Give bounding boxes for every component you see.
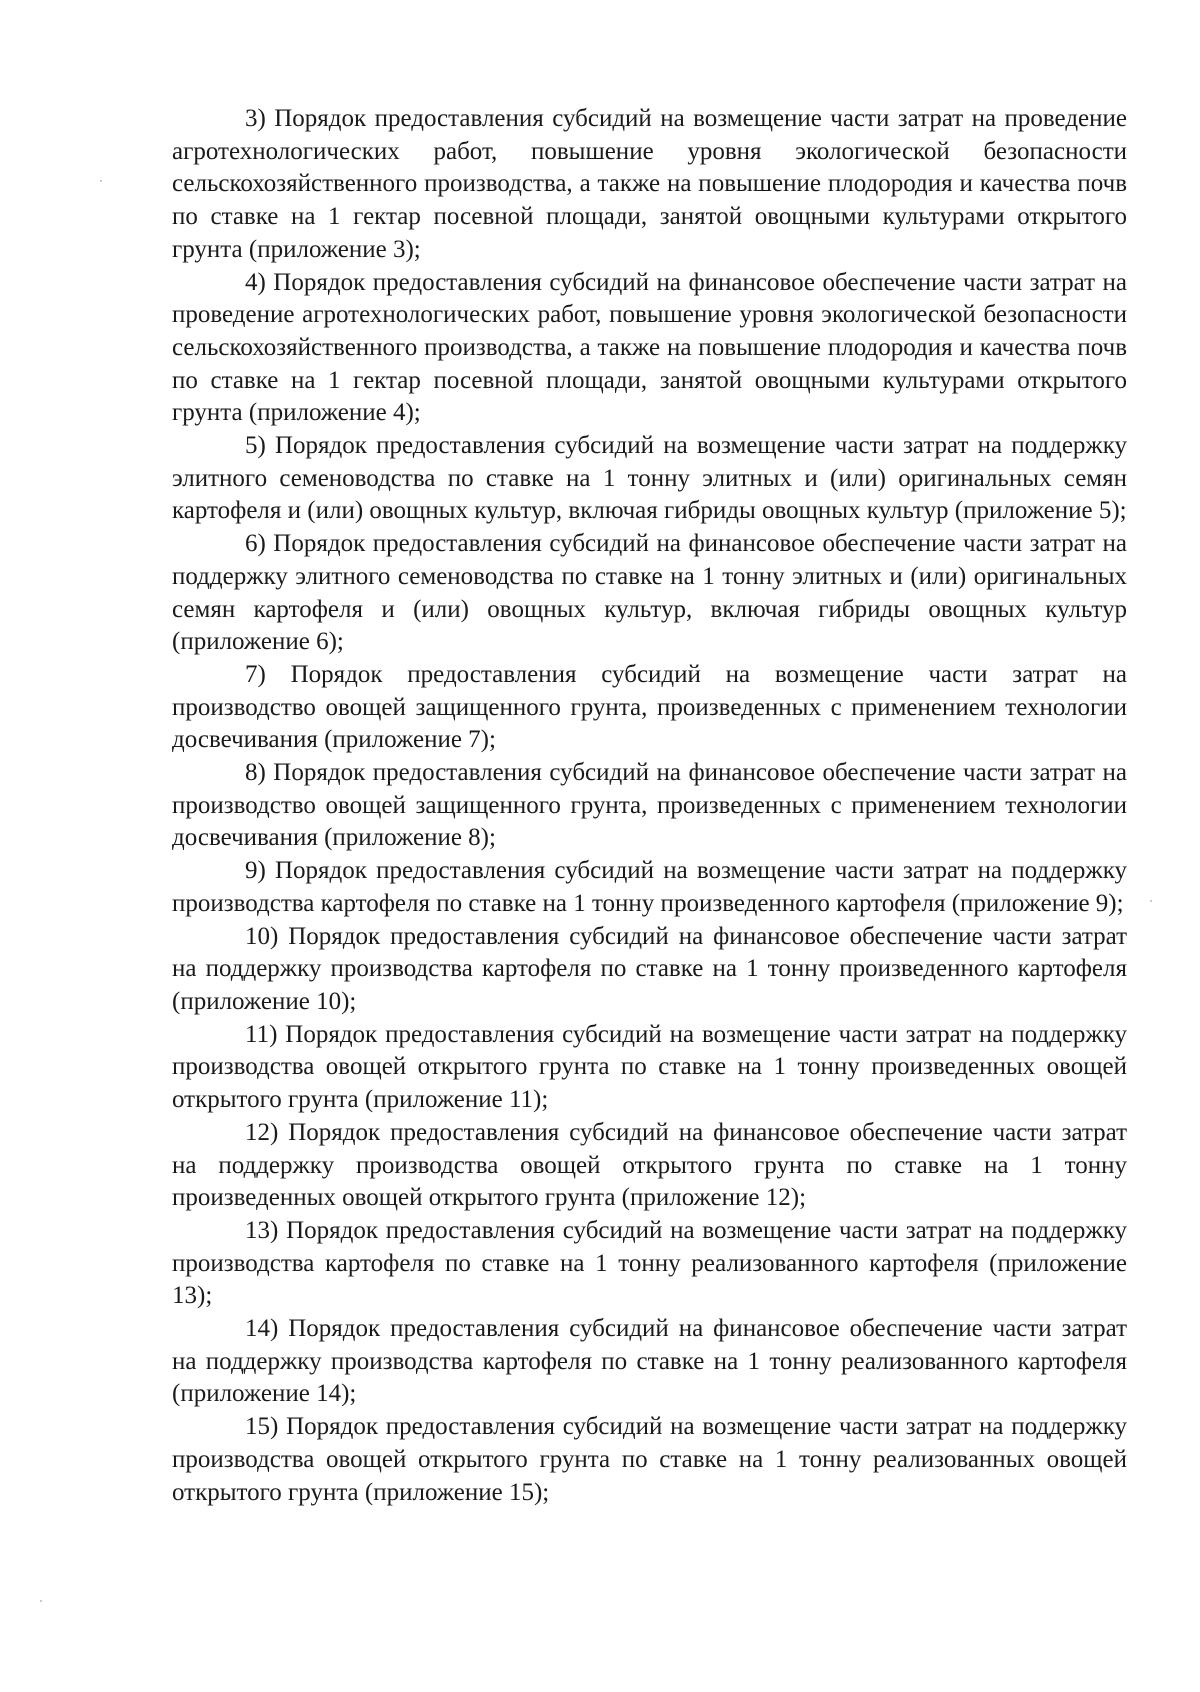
list-item-paragraph: 15) Порядок предоставления субсидий на возмещение части затрат на поддержку производства овощей открытого грунта по ставке на 1 тонну реализованных овощей открытого грунта (приложение 15);: [172, 1413, 1127, 1506]
scan-speck: [100, 180, 102, 182]
list-item-paragraph: 8) Порядок предоставления субсидий на финансовое обеспечение части затрат на производство овощей защищенного грунта, произведенных с применением технологии досвечивания (приложение 8);: [172, 759, 1127, 852]
list-item-paragraph: 10) Порядок предоставления субсидий на финансовое обеспечение части затрат на поддержку производства картофеля по ставке на 1 тонну произведенного картофеля (приложение 10);: [172, 922, 1127, 1015]
list-item-paragraph: 14) Порядок предоставления субсидий на финансовое обеспечение части затрат на поддержку производства картофеля по ставке на 1 тонну реализованного картофеля (приложение 14);: [172, 1315, 1127, 1408]
document-body: [172, 103, 1127, 1509]
scan-speck: [1150, 900, 1152, 902]
scan-speck: [40, 1600, 42, 1602]
list-item-paragraph: 3) Порядок предоставления субсидий на возмещение части затрат на проведение агротехнологических работ, повышение уровня экологической безопасности сельскохозяйственного производства, а также на повышение плодородия и качества почв по ставке на 1 гектар посевной площади, занятой овощными культурами открытого грунта (приложение 3);: [172, 105, 1127, 263]
list-item-paragraph: 7) Порядок предоставления субсидий на возмещение части затрат на производство овощей защищенного грунта, произведенных с применением технологии досвечивания (приложение 7);: [172, 660, 1127, 754]
list-item-paragraph: 9) Порядок предоставления субсидий на возмещение части затрат на поддержку производства картофеля по ставке на 1 тонну произведенного картофеля (приложение 9);: [172, 857, 1127, 917]
list-item-paragraph: 12) Порядок предоставления субсидий на финансовое обеспечение части затрат на поддержку производства овощей открытого грунта по ставке на 1 тонну произведенных овощей открытого грунта (приложение 12);: [172, 1118, 1127, 1212]
list-item-paragraph: 6) Порядок предоставления субсидий на финансовое обеспечение части затрат на поддержку элитного семеноводства по ставке на 1 тонну элитных и (или) оригинальных семян картофеля и (или) овощных культур, включая гибриды овощных культур (приложение 6);: [172, 530, 1127, 656]
list-item-paragraph: 4) Порядок предоставления субсидий на финансовое обеспечение части затрат на проведение агротехнологических работ, повышение уровня экологической безопасности сельскохозяйственного производства, а также на повышение плодородия и качества почв по ставке на 1 гектар посевной площади, занятой овощными культурами открытого грунта (приложение 4);: [172, 268, 1127, 427]
list-item-paragraph: 5) Порядок предоставления субсидий на возмещение части затрат на поддержку элитного семеноводства по ставке на 1 тонну элитных и (или) оригинальных семян картофеля и (или) овощных культур, включая гибриды овощных культур (приложение 5);: [172, 432, 1127, 525]
list-item-paragraph: 13) Порядок предоставления субсидий на возмещение части затрат на поддержку производства картофеля по ставке на 1 тонну реализованного картофеля (приложение 13);: [172, 1216, 1127, 1310]
list-item-paragraph: 11) Порядок предоставления субсидий на возмещение части затрат на поддержку производства овощей открытого грунта по ставке на 1 тонну произведенных овощей открытого грунта (приложение 11);: [172, 1020, 1127, 1114]
